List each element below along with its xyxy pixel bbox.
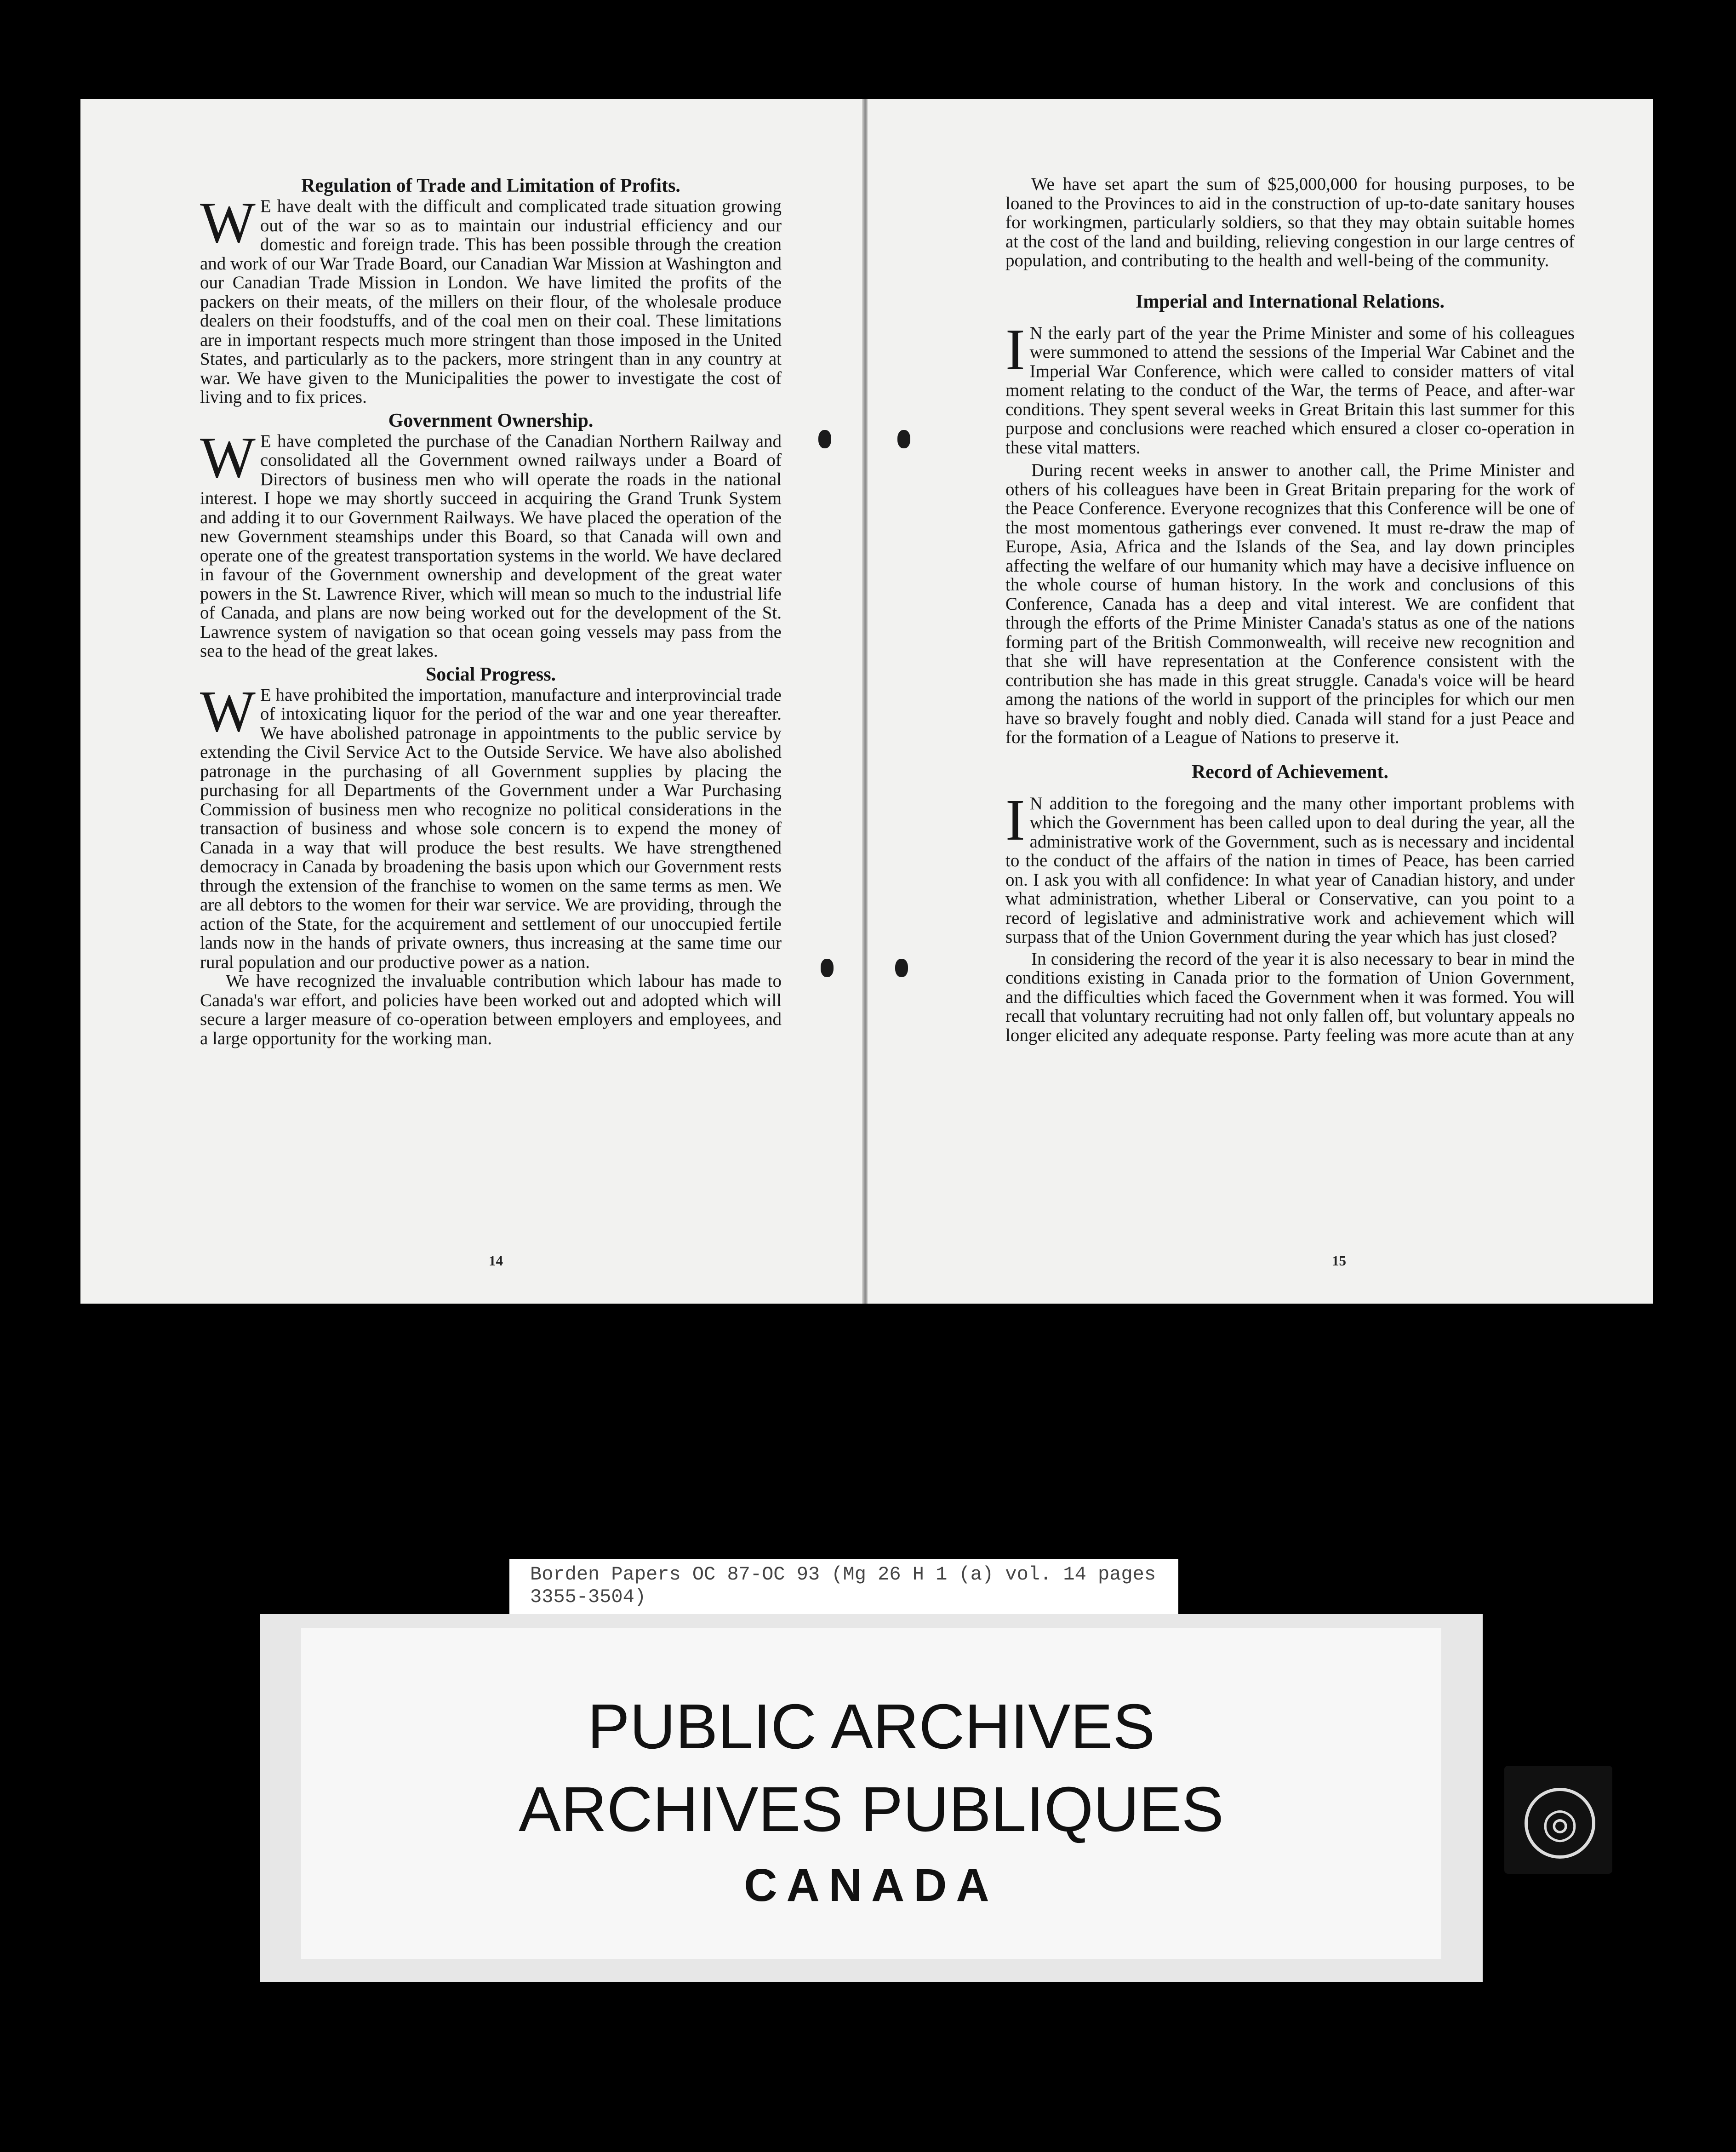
paragraph-labour: We have recognized the invaluable contribution which labour has made to Canada's war effort, and policies have been worked out and adopted which will secure a larger measure of co-operation between employers and employees, and a large opportunity for the working man. xyxy=(200,971,782,1048)
archive-title-english: PUBLIC ARCHIVES xyxy=(587,1691,1155,1762)
heading-government-ownership: Government Ownership. xyxy=(388,410,594,431)
left-page xyxy=(80,99,866,1304)
paragraph-record-of-achievement: IN addition to the foregoing and the many other important problems with which the Government has been called upon to deal during the year, all the administrative work of the Government, such as is necessary and incidental to the conduct of the affairs of the nation in times of Peace, has been carried on. I ask you with all confidence: In what year of Canadian history, and under what administration, whether Liberal or Conservative, can you point to a record of legislative and administrative work and achievement which will surpass that of the Union Government during the year which has just closed? xyxy=(1005,787,1575,947)
right-column xyxy=(1005,175,1575,1045)
paragraph-housing: We have set apart the sum of $25,000,000 for housing purposes, to be loaned to the Provinces to aid in the construction of up-to-date sanitary houses for workingmen, particularly soldiers, so that they may obtain suitable homes at the cost of the land and building, relieving congestion in our large centres of population, and contributing to the health and well-being of the community. xyxy=(1005,174,1575,270)
paragraph-imperial-war-cabinet: IN the early part of the year the Prime Minister and some of his colleagues were summoned to attend the sessions of the Imperial War Cabinet and the Imperial War Conference, which were called to consider matters of vital moment relating to the conduct of the War, the terms of Peace, and after-war conditions. They spent several weeks in Great Britain this last summer for this purpose and conclusions were reached which ensured a closer co-operation in these vital matters. xyxy=(1005,316,1575,458)
paragraph-government-ownership: WE have completed the purchase of the Canadian Northern Railway and consolidated all the Government owned railways under a Board of Directors of business men who will operate the roads in the national interest. I hope we may shortly succeed in acquiring the Grand Trunk System and adding it to our Government Railways. We have placed the operation of the new Government steamships under this Board, so that Canada will own and operate one of the greatest transportation systems in the world. We have declared in favour of the Government ownership and development of the great water powers in the St. Lawrence River, which will mean so much to the industrial life of Canada, and plans are now being worked out for the development of the St. Lawrence system of navigation so that ocean going vessels may pass from the sea to the head of the great lakes. xyxy=(200,424,782,661)
microfilm-logo-icon xyxy=(1504,1766,1612,1874)
archive-card xyxy=(260,1614,1483,1982)
archive-reference-text: Borden Papers OC 87-OC 93 (Mg 26 H 1 (a) vol. 14 pages 3355-3504) xyxy=(530,1563,1156,1608)
punch-hole xyxy=(895,959,908,977)
archive-title-french: ARCHIVES PUBLIQUES xyxy=(519,1774,1224,1845)
paragraph-social-progress: WE have prohibited the importation, manufacture and interprovincial trade of intoxicating liquor for the period of the war and one year thereafter. We have abolished patronage in appointments to the public service by extending the Civil Service Act to the Outside Service. We have also abolished patronage in the purchasing of all Government supplies by placing the purchasing for all Departments of the Government under a War Purchasing Commission of business men who recognize no political considerations in the transaction of business and whose sole concern is to expend the money of Canada in a way that will produce the best results. We have strengthened democracy in Canada by broadening the basis upon which our Government rests through the extension of the franchise to women on the same terms as men. We are all debtors to the women for their war service. We are providing, through the action of the State, for the acquirement and settlement of our unoccupied fertile lands now in the hands of private owners, thus increasing at the same time our rural population and our productive power as a nation. xyxy=(200,678,782,972)
punch-hole xyxy=(821,959,834,977)
book-spread xyxy=(80,99,1653,1304)
paragraph-regulation-of-trade: WE have dealt with the difficult and complicated trade situation growing out of the war so as to maintain our industrial efficiency and our domestic and foreign trade. This has been possible through the creation and work of our War Trade Board, our Canadian War Mission at Washington and our Canadian Trade Mission in London. We have limited the profits of the packers on their meats, of the millers on their flour, of the wholesale produce dealers on their foodstuffs, and of the coal men on their coal. These limitations are in important respects much more stringent than those imposed in the United States, and particularly as to the packers, more stringent than in any country at war. We have given to the Municipalities the power to investigate the cost of living and to fix prices. xyxy=(200,190,782,407)
heading-imperial-relations: Imperial and International Relations. xyxy=(1135,291,1445,312)
page-number-right: 15 xyxy=(1332,1253,1346,1269)
logo-ring: ◎ xyxy=(1525,1788,1595,1859)
archive-card-face xyxy=(301,1628,1441,1959)
punch-hole xyxy=(818,430,831,448)
paragraph-union-government: In considering the record of the year it is also necessary to bear in mind the conditions existing in Canada prior to the formation of Union Government, and the difficulties which faced the Government when it was formed. You will recall that voluntary recruiting had not only fallen off, but voluntary appeals no longer elicited any adequate response. Party feeling was more acute than at any xyxy=(1005,949,1575,1045)
heading-social-progress: Social Progress. xyxy=(425,664,556,685)
left-column xyxy=(200,175,782,1048)
heading-record-of-achievement: Record of Achievement. xyxy=(1191,761,1389,783)
page-number-left: 14 xyxy=(489,1253,503,1269)
right-page xyxy=(868,99,1653,1304)
punch-hole xyxy=(897,430,910,448)
heading-regulation-of-trade: Regulation of Trade and Limitation of Profits. xyxy=(301,175,680,196)
archive-country: CANADA xyxy=(744,1860,999,1911)
paragraph-peace-conference: During recent weeks in answer to another call, the Prime Minister and others of his colleagues have been in Great Britain preparing for the work of the Peace Conference. Everyone recognizes that this Conference will be one of the most momentous gatherings ever convened. It must re-draw the map of Europe, Asia, Africa and the Islands of the Sea, and lay down principles affecting the welfare of our humanity which may have a decisive influence on the whole course of human history. In the work and conclusions of this Conference, Canada has a deep and vital interest. We are confident that through the efforts of the Prime Minister Canada's status as one of the nations forming part of the British Commonwealth, will receive new recognition and that she will have representation at the Conference consistent with the contribution she has made in this great struggle. Canada's voice will be heard among the nations of the world in support of the principles for which our men have so bravely fought and nobly died. Canada will stand for a just Peace and for the formation of a League of Nations to preserve it. xyxy=(1005,460,1575,747)
